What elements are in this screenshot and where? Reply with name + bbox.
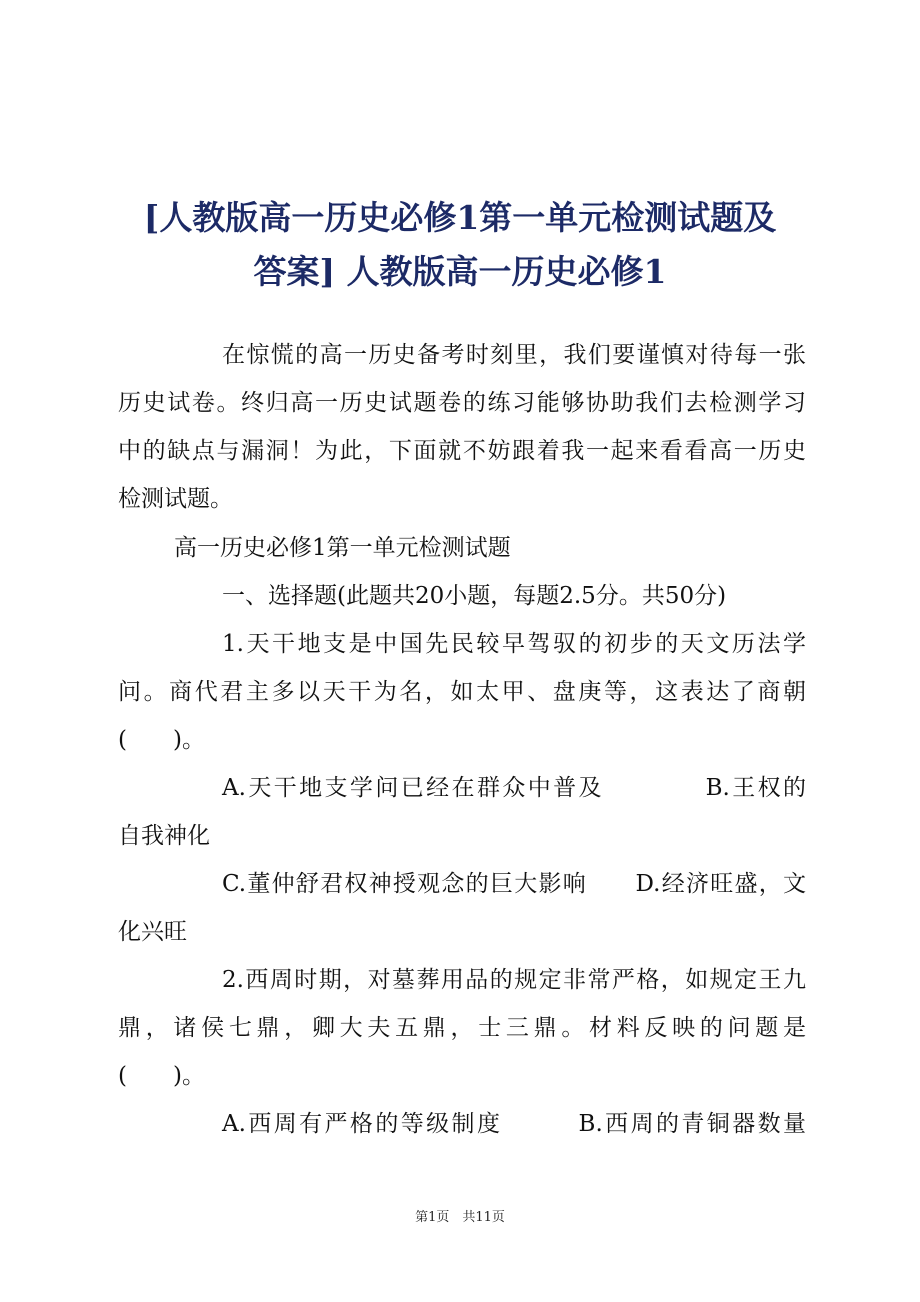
question-1-line-1: 1.天干地支是中国先民较早驾驭的初步的天文历法学 (222, 631, 806, 657)
section-heading: 高一历史必修1第一单元检测试题 (174, 535, 511, 561)
question-1-line-2: 问。商代君主多以天干为名，如太甲、盘庚等，这表达了商朝 (118, 679, 806, 705)
intro-line-2: 历史试卷。终归高一历史试题卷的练习能够协助我们去检测学习 (118, 390, 806, 416)
question-2-options-ab: A.西周有严格的等级制度 B.西周的青铜器数量 (222, 1111, 806, 1137)
question-1-options-ab-cont: 自我神化 (118, 823, 210, 849)
question-2-line-1: 2.西周时期，对墓葬用品的规定非常严格，如规定王九 (222, 967, 806, 993)
section-instructions: 一、选择题(此题共20小题，每题2.5分。共50分) (222, 583, 727, 609)
document-title-line-1: [人教版高一历史必修1第一单元检测试题及 (143, 198, 777, 237)
page-footer: 第1页 共11页 (415, 1210, 505, 1225)
question-2-line-3: ( )。 (118, 1063, 205, 1089)
question-1-options-cd: C.董仲舒君权神授观念的巨大影响 D.经济旺盛，文 (222, 871, 806, 897)
document-title-line-2: 答案] 人教版高一历史必修1 (253, 252, 667, 291)
question-1-line-3: ( )。 (118, 727, 205, 753)
question-1-options-ab: A.天干地支学问已经在群众中普及 B.王权的 (222, 775, 806, 801)
intro-line-4: 检测试题。 (118, 486, 233, 512)
question-2-line-2: 鼎，诸侯七鼎，卿大夫五鼎，士三鼎。材料反映的问题是 (118, 1015, 806, 1041)
intro-line-3: 中的缺点与漏洞！为此，下面就不妨跟着我一起来看看高一历史 (118, 438, 806, 464)
question-1-options-cd-cont: 化兴旺 (118, 919, 187, 945)
intro-line-1: 在惊慌的高一历史备考时刻里，我们要谨慎对待每一张 (222, 342, 806, 368)
